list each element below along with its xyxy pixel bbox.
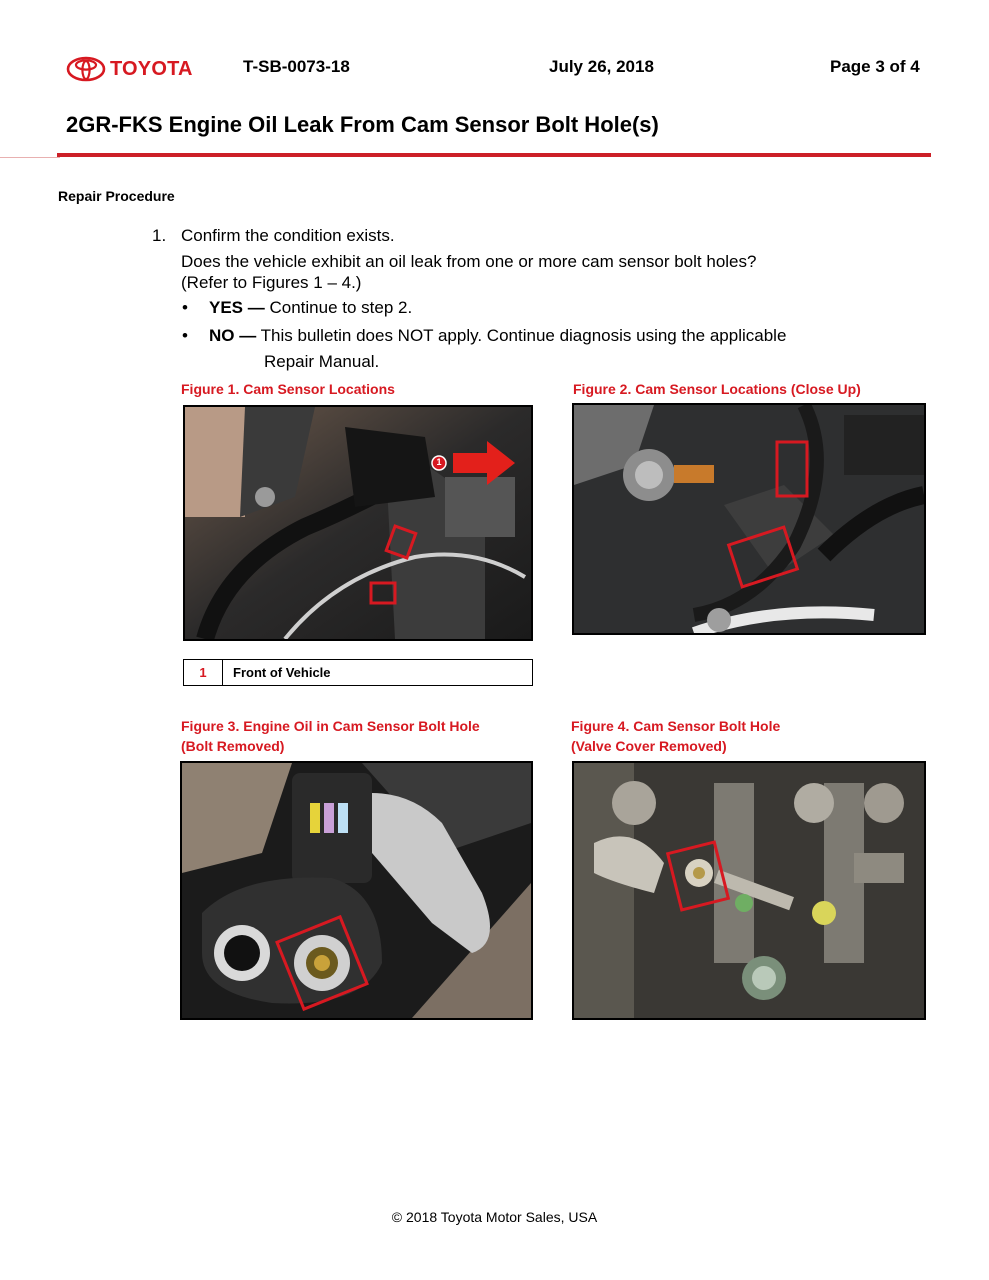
figure1-photo xyxy=(183,405,533,641)
title-rule xyxy=(57,153,931,157)
brand-wordmark: TOYOTA xyxy=(110,57,193,80)
figure3-photo xyxy=(180,761,533,1020)
yes-item xyxy=(209,298,412,318)
figure1-legend-row xyxy=(183,659,533,686)
figure3-caption-line1: Figure 3. Engine Oil in Cam Sensor Bolt Hole xyxy=(181,718,480,734)
page-number: Page 3 of 4 xyxy=(830,57,920,76)
toyota-emblem-icon xyxy=(66,56,106,82)
figure2-photo xyxy=(572,403,926,635)
figure2-caption: Figure 2. Cam Sensor Locations (Close Up) xyxy=(573,381,861,397)
footer-copyright: © 2018 Toyota Motor Sales, USA xyxy=(391,1209,598,1225)
figure4-photo xyxy=(572,761,926,1020)
section-title: Repair Procedure xyxy=(58,188,175,204)
legend-number: 1 xyxy=(184,660,223,685)
step-number: 1. xyxy=(152,226,167,245)
figure1-caption: Figure 1. Cam Sensor Locations xyxy=(181,381,395,397)
figure4-caption xyxy=(571,716,780,756)
legend-text: Front of Vehicle xyxy=(233,665,331,680)
toyota-logo xyxy=(66,54,200,84)
title-rule-left xyxy=(0,157,60,158)
figure1-callout: 1 xyxy=(436,457,442,467)
figure4-caption-line1: Figure 4. Cam Sensor Bolt Hole xyxy=(571,718,781,734)
bullet-icon: • xyxy=(182,298,188,317)
yes-label: YES — xyxy=(209,298,265,317)
no-item xyxy=(209,326,786,346)
figure3-caption-line2: (Bolt Removed) xyxy=(181,738,285,754)
step-question: Does the vehicle exhibit an oil leak from one or more cam sensor bolt holes? xyxy=(181,252,757,271)
figure3-caption xyxy=(181,716,480,756)
bulletin-number: T-SB-0073-18 xyxy=(243,57,350,76)
bullet-icon: • xyxy=(182,326,188,345)
yes-text: Continue to step 2. xyxy=(269,298,413,317)
step-question-ref: (Refer to Figures 1 – 4.) xyxy=(181,273,362,292)
no-text: This bulletin does NOT apply. Continue diagnosis using the applicable xyxy=(260,326,787,345)
no-label: NO — xyxy=(209,326,257,345)
no-text-continued: Repair Manual. xyxy=(264,352,380,371)
page-title: 2GR-FKS Engine Oil Leak From Cam Sensor Bolt Hole(s) xyxy=(66,112,659,137)
step-heading: Confirm the condition exists. xyxy=(181,226,395,245)
figure4-caption-line2: (Valve Cover Removed) xyxy=(571,738,727,754)
bulletin-date: July 26, 2018 xyxy=(549,57,654,76)
